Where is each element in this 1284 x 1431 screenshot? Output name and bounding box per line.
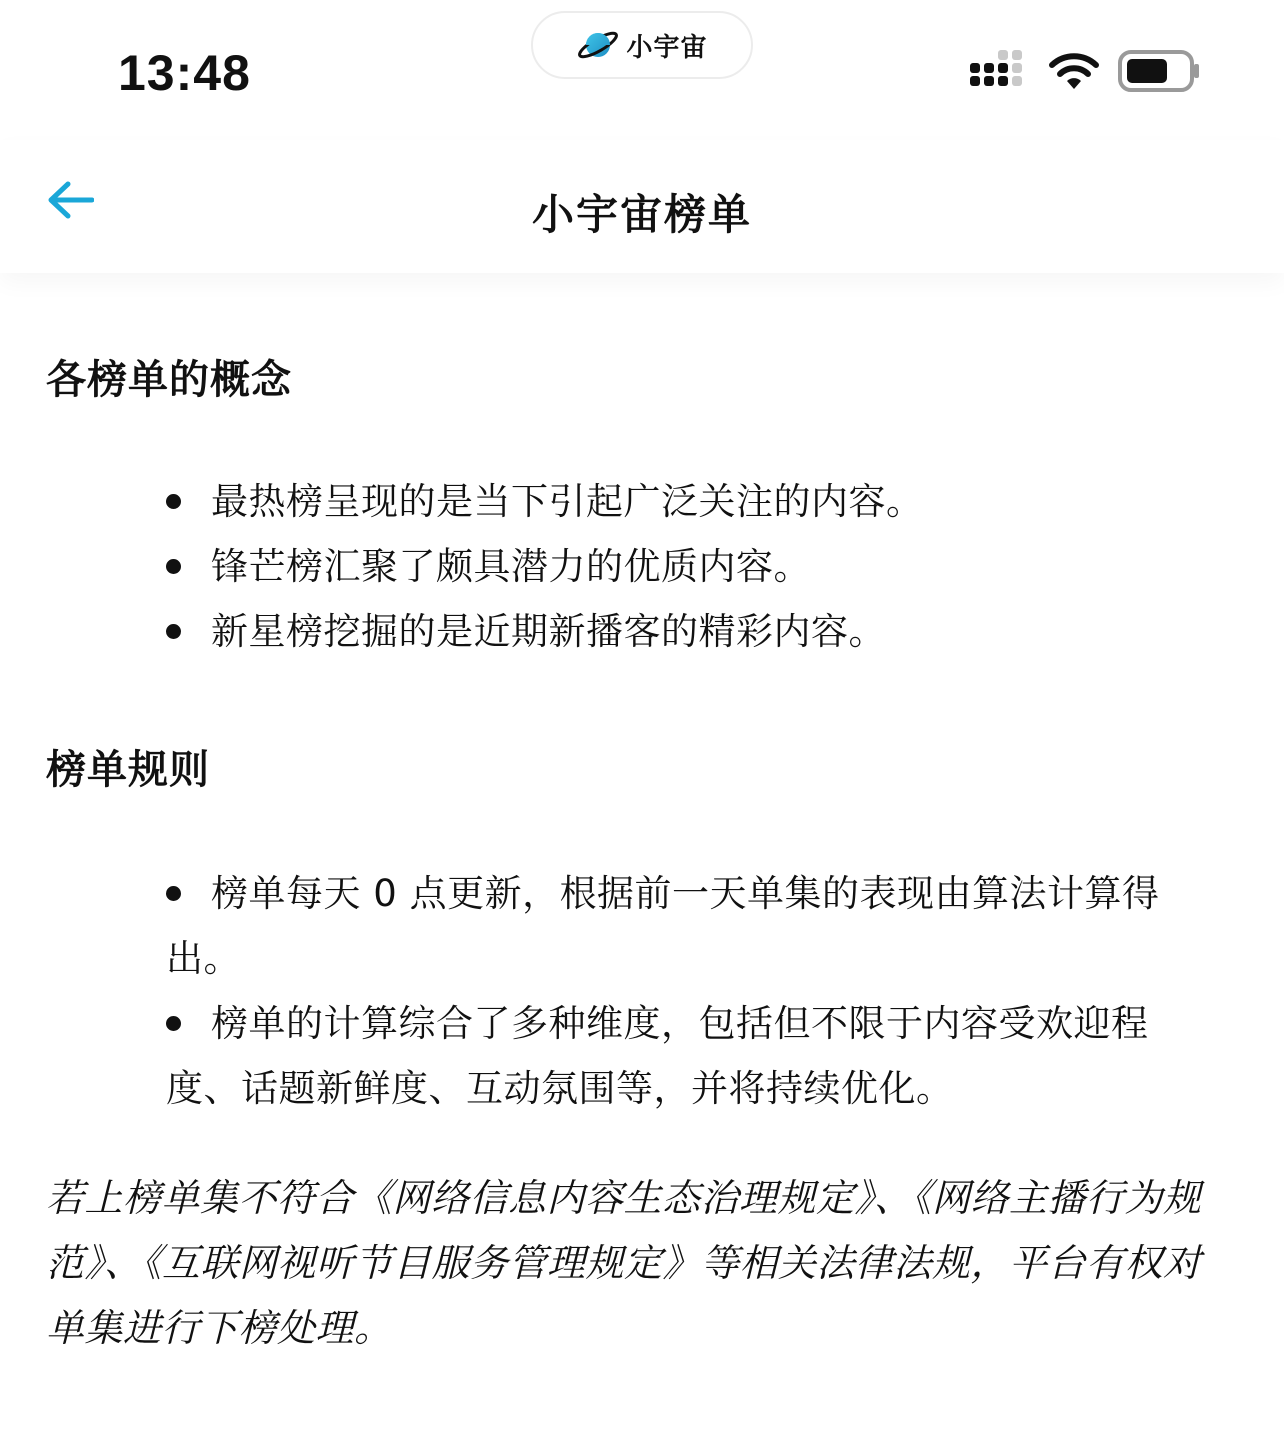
list-item-text: 新星榜挖掘的是近期新播客的精彩内容。 [211,610,886,653]
status-time: 13:48 [118,45,251,101]
status-bar [0,0,1284,140]
page-title: 小宇宙榜单 [531,190,752,239]
list-item-text: 锋芒榜汇聚了颇具潜力的优质内容。 [211,545,811,588]
list-item [166,534,1216,599]
concepts-list [166,469,1216,664]
list-item-text: 榜单的计算综合了多种维度，包括但不限于内容受欢迎程度、话题新鲜度、互动氛围等，并将持续优化。 [166,1002,1149,1110]
status-icons [970,50,1200,92]
rules-list [166,861,1216,1121]
battery-icon [1118,50,1200,92]
bullet-dot [166,1016,181,1031]
signal-icon [970,50,1030,92]
bullet-dot [166,624,181,639]
list-item [166,599,1216,664]
concepts-heading: 各榜单的概念 [46,357,292,403]
planet-logo-icon [576,25,620,65]
rules-heading: 榜单规则 [46,747,210,793]
bullet-dot [166,559,181,574]
list-item [166,861,1216,991]
app-name-label: 小宇宙 [626,32,708,63]
list-item-text: 最热榜呈现的是当下引起广泛关注的内容。 [211,480,924,523]
list-item [166,991,1216,1121]
wifi-icon [1048,51,1100,91]
list-item [166,469,1216,534]
bullet-dot [166,494,181,509]
disclaimer-text: 若上榜单集不符合《网络信息内容生态治理规定》、《网络主播行为规范》、《互联网视听节目服务管理规定》等相关法律法规，平台有权对单集进行下榜处理。 [46,1176,1202,1350]
app-pill[interactable] [531,11,753,79]
nav-bar [0,140,1284,273]
bullet-dot [166,886,181,901]
list-item-text: 榜单每天 0 点更新，根据前一天单集的表现由算法计算得出。 [166,872,1160,980]
